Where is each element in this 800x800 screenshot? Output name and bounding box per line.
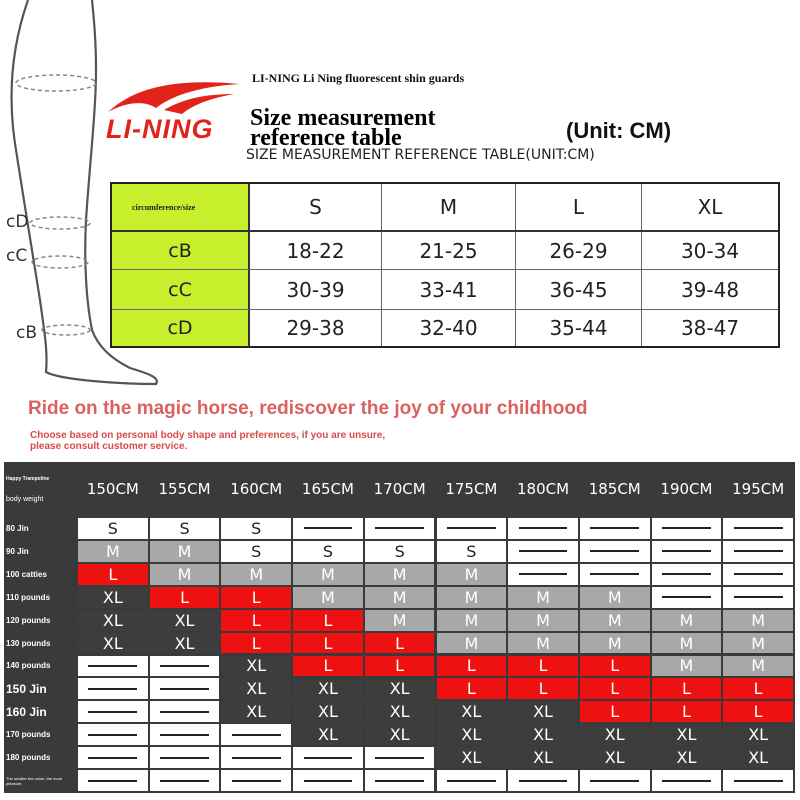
size-cell: L: [723, 701, 793, 722]
empty-dash: [662, 780, 711, 782]
size-cell: L: [652, 678, 722, 699]
empty-dash: [160, 780, 209, 782]
size-cell: [652, 518, 722, 539]
size-cell: [221, 770, 291, 791]
size-cell: XL: [293, 678, 363, 699]
size-cell: XL: [221, 701, 291, 722]
size-cell: [580, 564, 650, 585]
size-row-cd: [112, 310, 778, 346]
size-cell: M: [78, 541, 148, 562]
empty-dash: [662, 573, 711, 575]
size-value: 30-39: [250, 270, 382, 309]
size-cell: [150, 678, 220, 699]
height-header: 150CM: [86, 480, 139, 498]
size-cell: XL: [221, 656, 291, 677]
size-cell: XL: [723, 747, 793, 768]
size-cell: XL: [221, 678, 291, 699]
size-cell: L: [78, 564, 148, 585]
size-cell: [437, 518, 507, 539]
size-cell: [78, 770, 148, 791]
size-cell: M: [580, 610, 650, 631]
height-header: 165CM: [301, 480, 354, 498]
size-cell: XL: [293, 701, 363, 722]
height-header: 170CM: [373, 480, 426, 498]
size-cell: L: [723, 678, 793, 699]
size-cell: [508, 564, 578, 585]
empty-dash: [734, 527, 783, 529]
size-cell: [580, 770, 650, 791]
empty-dash: [304, 757, 353, 759]
size-cell: M: [652, 610, 722, 631]
empty-dash: [375, 757, 424, 759]
size-header-l: L: [516, 184, 642, 230]
size-value: 21-25: [382, 232, 516, 269]
size-cell: M: [437, 610, 507, 631]
empty-dash: [160, 688, 209, 690]
empty-dash: [662, 550, 711, 552]
height-header: 185CM: [588, 480, 641, 498]
size-cell: [508, 541, 578, 562]
size-value: 18-22: [250, 232, 382, 269]
empty-dash: [590, 780, 639, 782]
size-cell: M: [365, 610, 435, 631]
empty-dash: [304, 527, 353, 529]
empty-dash: [160, 734, 209, 736]
size-cell: XL: [437, 701, 507, 722]
empty-dash: [160, 665, 209, 667]
size-cell: [508, 518, 578, 539]
size-value: 26-29: [516, 232, 642, 269]
size-cell: [508, 770, 578, 791]
size-cell: [150, 747, 220, 768]
size-cell: S: [221, 518, 291, 539]
size-cell: M: [723, 633, 793, 654]
slogan: Ride on the magic horse, rediscover the joy of your childhood: [28, 398, 588, 419]
size-cell: [221, 724, 291, 745]
empty-dash: [519, 527, 568, 529]
size-row-label: cB: [112, 232, 250, 269]
size-cell: XL: [150, 610, 220, 631]
size-cell: L: [293, 633, 363, 654]
empty-dash: [232, 780, 281, 782]
size-cell: XL: [508, 724, 578, 745]
size-cell: S: [150, 518, 220, 539]
size-cell: [365, 770, 435, 791]
unit-label: (Unit: CM): [566, 118, 672, 143]
size-cell: [365, 747, 435, 768]
size-cell: L: [221, 633, 291, 654]
size-cell: [652, 770, 722, 791]
size-cell: L: [293, 610, 363, 631]
empty-dash: [88, 688, 137, 690]
size-cell: [652, 564, 722, 585]
chart-corner-top: Happy Trampoline: [6, 475, 50, 482]
size-cell: [293, 770, 363, 791]
size-cell: XL: [580, 724, 650, 745]
empty-dash: [734, 550, 783, 552]
empty-dash: [734, 573, 783, 575]
size-cell: S: [293, 541, 363, 562]
size-cell: M: [150, 541, 220, 562]
weight-row-label: 130 pounds: [4, 633, 76, 654]
weight-row-label: 180 pounds: [4, 747, 76, 768]
empty-dash: [519, 573, 568, 575]
height-header: 180CM: [517, 480, 570, 498]
height-header: 175CM: [445, 480, 498, 498]
size-cell: [365, 518, 435, 539]
size-cell: L: [437, 678, 507, 699]
size-cell: M: [365, 564, 435, 585]
size-cell: L: [293, 656, 363, 677]
size-cell: [652, 541, 722, 562]
size-cell: L: [437, 656, 507, 677]
size-cell: M: [580, 587, 650, 608]
empty-dash: [88, 734, 137, 736]
size-cell: XL: [508, 747, 578, 768]
size-cell: M: [580, 633, 650, 654]
fit-note: Choose based on personal body shape and preferences, if you are unsure, please consult customer service.: [30, 430, 386, 452]
size-cell: L: [580, 678, 650, 699]
size-cell: L: [508, 678, 578, 699]
size-cell: XL: [78, 633, 148, 654]
size-cell: M: [508, 587, 578, 608]
size-cell: XL: [293, 724, 363, 745]
weight-row-label: 120 pounds: [4, 610, 76, 631]
size-table-corner: circumference/size: [112, 184, 250, 230]
size-cell: XL: [365, 678, 435, 699]
empty-dash: [160, 757, 209, 759]
size-cell: [150, 770, 220, 791]
size-cell: [150, 701, 220, 722]
weight-row-label: 160 Jin: [4, 701, 76, 722]
empty-dash: [734, 596, 783, 598]
size-cell: [723, 770, 793, 791]
weight-row-label: 80 Jin: [4, 518, 76, 539]
size-header-row: [112, 184, 778, 232]
size-cell: L: [580, 656, 650, 677]
size-cell: XL: [652, 747, 722, 768]
size-cell: M: [508, 610, 578, 631]
height-header: 190CM: [660, 480, 713, 498]
size-cell: [78, 747, 148, 768]
size-header-m: M: [382, 184, 516, 230]
weight-row-label: 110 pounds: [4, 587, 76, 608]
empty-dash: [88, 780, 137, 782]
empty-dash: [447, 527, 496, 529]
product-name: LI-NING Li Ning fluorescent shin guards: [252, 71, 465, 85]
empty-dash: [160, 711, 209, 713]
page-subtitle: SIZE MEASUREMENT REFERENCE TABLE(UNIT:CM): [246, 147, 595, 163]
size-header-s: S: [250, 184, 382, 230]
weight-row-label: 90 Jin: [4, 541, 76, 562]
size-value: 33-41: [382, 270, 516, 309]
weight-row-label: 170 pounds: [4, 724, 76, 745]
size-cell: L: [580, 701, 650, 722]
size-cell: XL: [365, 724, 435, 745]
size-cell: M: [723, 656, 793, 677]
size-cell: XL: [78, 587, 148, 608]
size-cell: [150, 724, 220, 745]
weight-row-label: 140 pounds: [4, 656, 76, 677]
li-ning-logo-icon: [104, 78, 244, 118]
size-cell: L: [652, 701, 722, 722]
leg-label-cd: cD: [6, 212, 29, 232]
size-value: 36-45: [516, 270, 642, 309]
size-row-label: cC: [112, 270, 250, 309]
size-cell: S: [221, 541, 291, 562]
size-cell: S: [78, 518, 148, 539]
size-row-label: cD: [112, 310, 250, 346]
height-header: 155CM: [158, 480, 211, 498]
size-cell: [78, 678, 148, 699]
empty-dash: [88, 711, 137, 713]
size-cell: [723, 587, 793, 608]
size-cell: M: [150, 564, 220, 585]
empty-dash: [375, 780, 424, 782]
size-cell: M: [508, 633, 578, 654]
size-cell: M: [437, 587, 507, 608]
size-cell: XL: [437, 747, 507, 768]
size-cell: [723, 564, 793, 585]
size-cell: [437, 770, 507, 791]
empty-dash: [88, 665, 137, 667]
weight-row-label: 100 catties: [4, 564, 76, 585]
size-cell: [293, 518, 363, 539]
size-cell: XL: [723, 724, 793, 745]
size-measurement-table: [110, 182, 780, 348]
size-cell: [580, 541, 650, 562]
empty-dash: [519, 780, 568, 782]
size-header-xl: XL: [697, 195, 723, 219]
size-cell: XL: [150, 633, 220, 654]
size-cell: M: [652, 633, 722, 654]
chart-corner: [4, 462, 76, 516]
size-cell: [78, 656, 148, 677]
size-cell: XL: [652, 724, 722, 745]
size-cell: [78, 701, 148, 722]
size-cell: [150, 656, 220, 677]
empty-dash: [232, 734, 281, 736]
size-cell: M: [293, 587, 363, 608]
leg-label-cc: cC: [6, 246, 28, 266]
empty-dash: [304, 780, 353, 782]
size-value: 35-44: [516, 310, 642, 346]
empty-dash: [375, 527, 424, 529]
size-cell: S: [437, 541, 507, 562]
empty-dash: [519, 550, 568, 552]
size-cell: L: [508, 656, 578, 677]
size-cell: [723, 518, 793, 539]
size-cell: L: [221, 610, 291, 631]
size-row-cb: [112, 232, 778, 270]
size-cell: M: [723, 610, 793, 631]
size-row-cc: [112, 270, 778, 310]
size-cell: M: [221, 564, 291, 585]
size-value: 38-47: [680, 316, 740, 340]
size-cell: L: [365, 656, 435, 677]
size-cell: [293, 747, 363, 768]
size-value: 29-38: [250, 310, 382, 346]
size-cell: [723, 541, 793, 562]
size-value: 32-40: [382, 310, 516, 346]
empty-dash: [447, 780, 496, 782]
height-weight-size-chart: [4, 462, 795, 793]
size-cell: M: [652, 656, 722, 677]
size-cell: XL: [437, 724, 507, 745]
empty-dash: [662, 596, 711, 598]
weight-row-label: The smaller the value, the more pleasure.: [4, 770, 76, 791]
size-cell: [78, 724, 148, 745]
size-value: 30-34: [680, 238, 740, 263]
empty-dash: [88, 757, 137, 759]
size-cell: M: [437, 633, 507, 654]
leg-label-cb: cB: [16, 323, 38, 343]
size-cell: XL: [508, 701, 578, 722]
size-cell: XL: [580, 747, 650, 768]
empty-dash: [590, 550, 639, 552]
empty-dash: [590, 573, 639, 575]
empty-dash: [590, 527, 639, 529]
chart-corner-label: body weight: [6, 495, 44, 503]
size-cell: XL: [365, 701, 435, 722]
size-cell: M: [437, 564, 507, 585]
height-header: 195CM: [732, 480, 785, 498]
empty-dash: [232, 757, 281, 759]
size-cell: XL: [78, 610, 148, 631]
size-cell: M: [293, 564, 363, 585]
height-header: 160CM: [230, 480, 283, 498]
size-value: 39-48: [680, 277, 740, 302]
size-cell: L: [150, 587, 220, 608]
brand-name: LI-NING: [106, 114, 214, 144]
size-cell: [652, 587, 722, 608]
size-cell: S: [365, 541, 435, 562]
size-cell: M: [365, 587, 435, 608]
size-cell: L: [365, 633, 435, 654]
empty-dash: [734, 780, 783, 782]
size-cell: L: [221, 587, 291, 608]
size-cell: [580, 518, 650, 539]
size-cell: [221, 747, 291, 768]
weight-row-label: 150 Jin: [4, 678, 76, 699]
empty-dash: [662, 527, 711, 529]
page-title: Size measurement reference table: [250, 105, 436, 151]
